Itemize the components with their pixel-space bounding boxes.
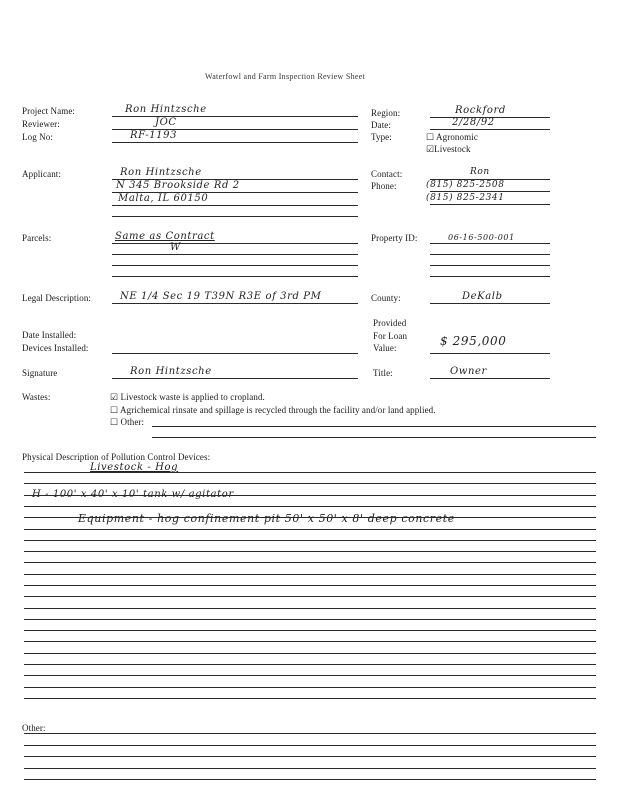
physical-line-2: H - 100' x 40' x 10' tank w/ agitator xyxy=(32,489,234,500)
ruled-line xyxy=(24,675,596,676)
log-no-label: Log No: xyxy=(22,132,53,142)
contact-value: Ron xyxy=(470,167,490,177)
date-value: 2/28/92 xyxy=(452,117,495,128)
applicant-address-line2: Malta, IL 60150 xyxy=(118,193,209,204)
value-label: Value: xyxy=(373,343,397,353)
ruled-line xyxy=(24,779,596,780)
ruled-line xyxy=(24,529,596,530)
ruled-line xyxy=(24,653,596,654)
checkbox-checked-icon: ☑ xyxy=(110,392,119,402)
phone-label: Phone: xyxy=(371,181,397,191)
ruled-line xyxy=(24,619,596,620)
checkbox-empty-icon: ☐ xyxy=(426,132,435,142)
date-installed-label: Date Installed: xyxy=(22,330,77,340)
provided-label: Provided xyxy=(373,318,407,328)
ruled-line xyxy=(24,608,596,609)
county-label: County: xyxy=(371,293,401,303)
property-id-label: Property ID: xyxy=(371,233,418,243)
ruled-line xyxy=(24,495,596,496)
ruled-line xyxy=(24,745,596,746)
ruled-line xyxy=(24,483,596,484)
type-agronomic-option xyxy=(426,132,478,142)
physical-description-label: Physical Description of Pollution Control Devices: xyxy=(22,452,211,462)
wastes-label: Wastes: xyxy=(22,392,51,402)
region-label: Region: xyxy=(371,108,401,118)
project-name-value: Ron Hintzsche xyxy=(125,104,207,115)
other-label: Other: xyxy=(22,723,46,733)
ruled-line xyxy=(24,596,596,597)
devices-installed-label: Devices Installed: xyxy=(22,343,89,353)
property-id-value: 06-16-500-001 xyxy=(448,233,515,242)
signature-label: Signature xyxy=(22,368,58,378)
checkbox-empty-icon: ☐ xyxy=(110,405,119,415)
ruled-line xyxy=(24,768,596,769)
livestock-label: Livestock xyxy=(434,144,471,154)
contact-label: Contact: xyxy=(371,169,403,179)
legal-description-label: Legal Description: xyxy=(22,293,92,303)
ruled-line xyxy=(24,733,596,734)
ruled-line xyxy=(24,585,596,586)
checkbox-checked-icon: ☑ xyxy=(426,144,435,154)
wastes-option-2-label: Agrichemical rinsate and spillage is recycled through the facility and/or land applied. xyxy=(120,405,436,415)
wastes-option-1-label: Livestock waste is applied to cropland. xyxy=(120,392,265,402)
form-title: Waterfowl and Farm Inspection Review Sheet xyxy=(205,72,366,81)
project-name-label: Project Name: xyxy=(22,106,76,116)
parcels-value-1: Same as Contract xyxy=(115,231,215,242)
ruled-line xyxy=(24,574,596,575)
reviewer-value: JOC xyxy=(155,117,177,128)
wastes-option-3 xyxy=(110,417,144,427)
type-livestock-option xyxy=(426,144,471,154)
region-value: Rockford xyxy=(455,105,506,116)
ruled-line xyxy=(24,630,596,631)
physical-line-1: Livestock - Hog xyxy=(90,462,179,473)
wastes-option-2 xyxy=(110,405,436,415)
ruled-line xyxy=(24,687,596,688)
wastes-option-1 xyxy=(110,392,265,402)
for-loan-label: For Loan xyxy=(373,331,408,341)
ruled-line xyxy=(24,472,596,473)
type-label: Type: xyxy=(371,132,392,142)
applicant-address-line1: N 345 Brookside Rd 2 xyxy=(116,180,240,191)
title-value: Owner xyxy=(450,366,487,377)
reviewer-label: Reviewer: xyxy=(22,119,60,129)
agronomic-label: Agronomic xyxy=(436,132,478,142)
title-label: Title: xyxy=(373,368,393,378)
applicant-label: Applicant: xyxy=(22,169,61,179)
ruled-line xyxy=(24,756,596,757)
county-value: DeKalb xyxy=(462,291,503,302)
ruled-line xyxy=(24,641,596,642)
ruled-line xyxy=(24,664,596,665)
parcels-value-2: W xyxy=(170,242,181,253)
ruled-line xyxy=(24,506,596,507)
legal-description-value: NE 1/4 Sec 19 T39N R3E of 3rd PM xyxy=(120,291,322,302)
phone-value-1: (815) 825-2508 xyxy=(426,180,505,190)
signature-value: Ron Hintzsche xyxy=(130,366,212,377)
wastes-option-3-label: Other: xyxy=(120,417,145,427)
parcels-label: Parcels: xyxy=(22,233,52,243)
log-no-value: RF-1193 xyxy=(130,130,178,141)
date-label: Date: xyxy=(371,120,391,130)
ruled-line xyxy=(24,551,596,552)
ruled-line xyxy=(24,517,596,518)
ruled-line xyxy=(24,698,596,699)
value-value: $ 295,000 xyxy=(440,334,507,348)
ruled-line xyxy=(24,562,596,563)
applicant-name-value: Ron Hintzsche xyxy=(120,167,202,178)
ruled-line xyxy=(24,540,596,541)
physical-line-3: Equipment - hog confinement pit 50' x 50' x 8' deep concrete xyxy=(78,512,455,525)
checkbox-empty-icon: ☐ xyxy=(110,417,119,427)
phone-value-2: (815) 825-2341 xyxy=(426,193,505,203)
